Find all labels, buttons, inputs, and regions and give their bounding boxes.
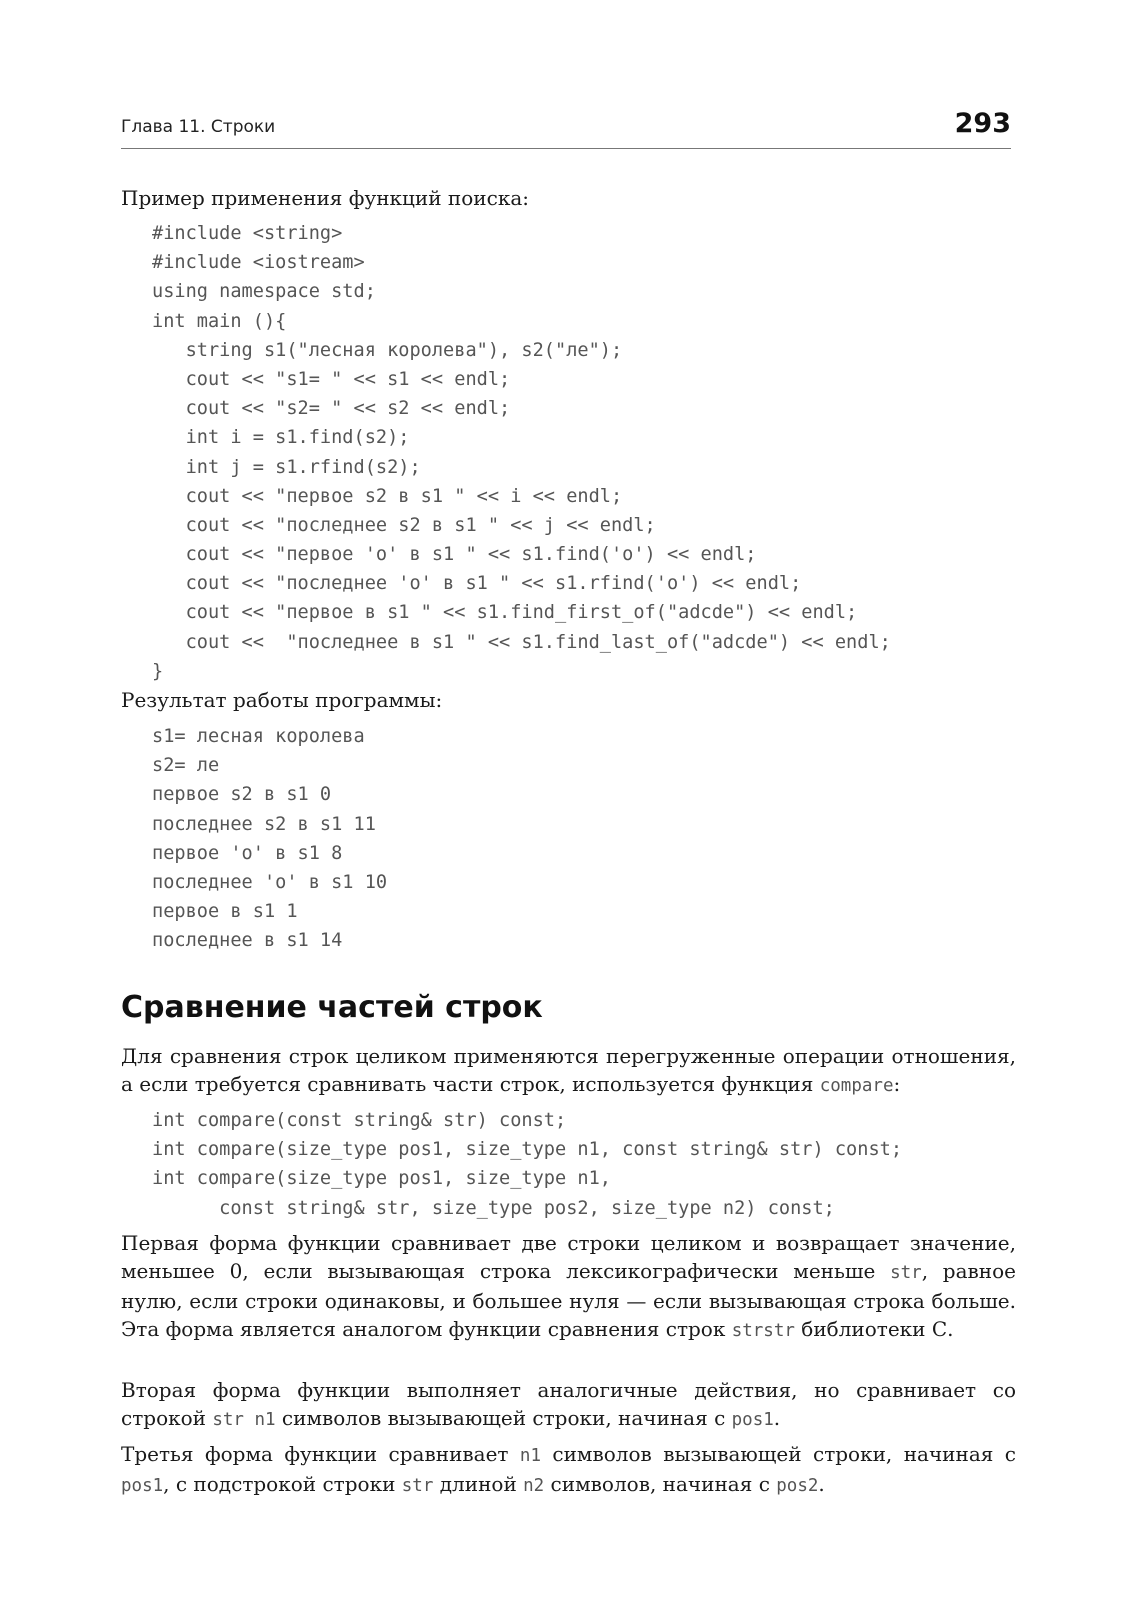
paragraph-second-form: Вторая форма функции выполняет аналогичные действия, но сравнивает со строкой str n1 символов вызывающей строки, начиная с pos1.: [121, 1378, 1016, 1430]
inline-code: str: [890, 1263, 922, 1283]
output-line: s2= ле: [152, 755, 220, 777]
code-line: cout << "первое 'o' в s1 " << s1.find('o') << endl;: [152, 544, 757, 566]
inline-code: n1: [519, 1446, 541, 1466]
inline-code: str n1: [212, 1410, 276, 1430]
code-line: cout << "последнее 'o' в s1 " << s1.rfind('o') << endl;: [152, 573, 802, 595]
output-line: первое s2 в s1 0: [152, 784, 332, 806]
program-output: [152, 722, 1012, 956]
signature-line: const string& str, size_type pos2, size_type n2) const;: [152, 1197, 835, 1219]
code-example: [152, 219, 1012, 686]
inline-code: pos2: [776, 1476, 819, 1496]
page-number: 293: [954, 108, 1011, 139]
code-line: }: [152, 660, 164, 682]
inline-code: pos1: [121, 1476, 164, 1496]
inline-code: str: [401, 1476, 434, 1496]
paragraph-third-form: Третья форма функции сравнивает n1 символов вызывающей строки, начиная с pos1, с подстрокой строки str длиной n2 символов, начиная с pos2.: [121, 1442, 1016, 1496]
output-line: первое в s1 1: [152, 901, 298, 923]
inline-code: strstr: [731, 1321, 795, 1341]
paragraph-compare-intro: Для сравнения строк целиком применяются перегруженные операции отношения, а если требуется сравнивать части строк, используется функция compare:: [121, 1044, 1016, 1096]
code-line: #include <string>: [152, 223, 343, 244]
result-label: Результат работы программы:: [121, 688, 443, 712]
code-line: cout << "s1= " << s1 << endl;: [152, 368, 511, 390]
inline-code: n2: [523, 1476, 545, 1496]
page-header: [121, 108, 1011, 149]
inline-code: pos1: [731, 1410, 774, 1430]
output-line: последнее s2 в s1 11: [152, 813, 376, 835]
intro-paragraph: Пример применения функций поиска:: [121, 186, 529, 210]
code-line: #include <iostream>: [152, 252, 365, 274]
code-line: cout << "последнее s2 в s1 " << j << endl;: [152, 514, 656, 536]
code-line: cout << "s2= " << s2 << endl;: [152, 398, 511, 420]
section-heading: Сравнение частей строк: [121, 990, 543, 1025]
output-line: последнее в s1 14: [152, 930, 343, 952]
signature-line: int compare(size_type pos1, size_type n1, const string& str) const;: [152, 1139, 903, 1161]
code-line: cout << "последнее в s1 " << s1.find_last_of("adcde") << endl;: [152, 631, 891, 653]
output-line: первое 'o' в s1 8: [152, 842, 343, 864]
code-line: cout << "первое в s1 " << s1.find_first_of("adcde") << endl;: [152, 602, 858, 624]
code-line: using namespace std;: [152, 281, 376, 303]
code-line: string s1("лесная королева"), s2("ле");: [152, 339, 623, 361]
chapter-title: Глава 11. Строки: [121, 117, 276, 137]
output-line: последнее 'o' в s1 10: [152, 871, 388, 893]
signature-line: int compare(size_type pos1, size_type n1,: [152, 1168, 611, 1190]
code-line: cout << "первое s2 в s1 " << i << endl;: [152, 485, 623, 507]
paragraph-first-form: Первая форма функции сравнивает две строки целиком и возвращает значение, меньшее 0, если вызывающая строка лексикографически меньше str, равное нулю, если строки одинаковы, и большее нуля — если вызывающая строка больше. Эта форма является аналогом функции сравнения строк strstr библиотеки С.: [121, 1231, 1016, 1341]
output-line: s1= лесная королева: [152, 726, 365, 747]
code-line: int i = s1.find(s2);: [152, 427, 410, 449]
inline-code: compare: [819, 1076, 894, 1096]
compare-signatures: [152, 1106, 1012, 1223]
code-line: int main (){: [152, 310, 287, 332]
code-line: int j = s1.rfind(s2);: [152, 456, 421, 478]
signature-line: int compare(const string& str) const;: [152, 1110, 567, 1131]
